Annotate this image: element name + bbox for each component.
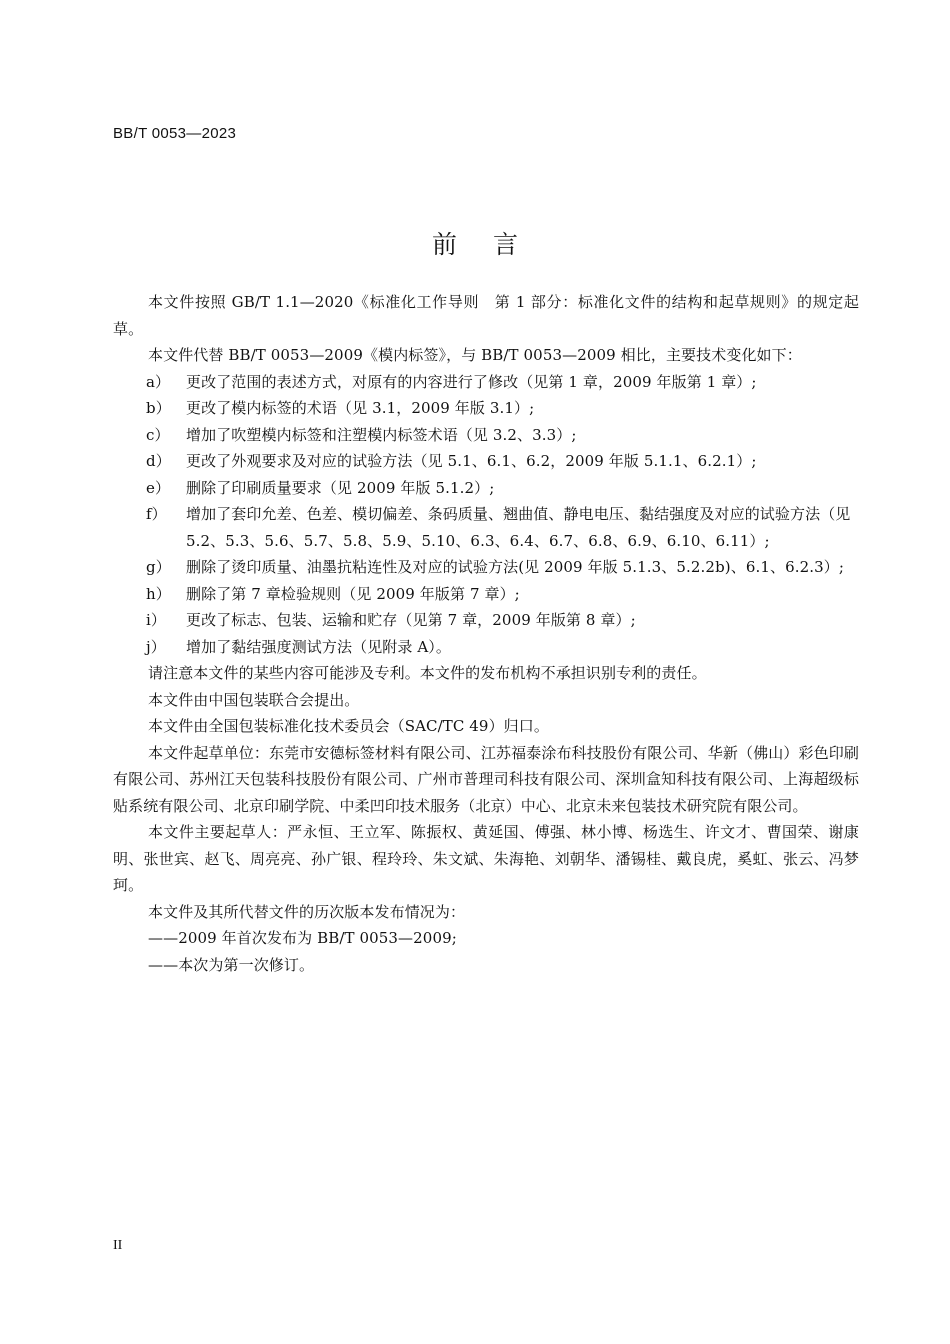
list-marker: h） [146, 584, 171, 603]
history-item: ——2009 年首次发布为 BB/T 0053—2009; [148, 929, 457, 947]
list-marker: g） [146, 558, 171, 576]
list-item [113, 422, 859, 449]
list-item [113, 634, 859, 661]
list-marker: i） [146, 611, 166, 629]
list-item-text: 增加了黏结强度测试方法（见附录 A）。 [186, 637, 452, 656]
proposer-paragraph: 本文件由中国包装联合会提出。 [148, 690, 360, 709]
list-item-text: 更改了范围的表述方式，对原有的内容进行了修改（见第 1 章，2009 年版第 1 章）; [186, 372, 757, 391]
list-item [113, 501, 859, 554]
history-item: ——本次为第一次修订。 [148, 955, 315, 974]
standard-code-header: BB/T 0053—2023 [113, 125, 237, 142]
changes-list [113, 369, 859, 661]
centralized-by-paragraph: 本文件由全国包装标准化技术委员会（SAC/TC 49）归口。 [148, 717, 549, 735]
list-item-text: 增加了吹塑模内标签和注塑模内标签术语（见 3.2、3.3）; [186, 425, 577, 444]
list-item-text: 增加了套印允差、色差、模切偏差、条码质量、翘曲值、静电电压、黏结强度及对应的试验方法（见 5.2、5.3、5.6、5.7、5.8、5.9、5.10、6.3、6.4、6.7、6.8、6.9、6.10、6.11）; [186, 505, 851, 550]
intro-paragraph: 本文件按照 GB/T 1.1—2020《标准化工作导则 第 1 部分：标准化文件的结构和起草规则》的规定起草。 [113, 293, 859, 338]
list-item [113, 607, 859, 634]
page-title: 前言 [431, 229, 554, 259]
list-item-text: 更改了模内标签的术语（见 3.1，2009 年版 3.1）; [186, 399, 535, 417]
patent-notice: 请注意本文件的某些内容可能涉及专利。本文件的发布机构不承担识别专利的责任。 [148, 664, 707, 682]
list-marker: c） [146, 425, 170, 444]
list-item-text: 删除了烫印质量、油墨抗粘连性及对应的试验方法(见 2009 年版 5.1.3、5.2.2b)、6.1、6.2.3）; [186, 558, 844, 576]
list-marker: d） [146, 452, 171, 470]
intro-paragraph: 本文件代替 BB/T 0053—2009《模内标签》，与 BB/T 0053—2009 相比，主要技术变化如下： [148, 346, 802, 364]
list-marker: e） [146, 478, 171, 497]
page-number: II [113, 1238, 123, 1253]
foreword-body [113, 289, 859, 978]
list-marker: f） [146, 505, 167, 523]
list-item [113, 369, 859, 396]
list-item [113, 581, 859, 608]
list-item-text: 删除了印刷质量要求（见 2009 年版 5.1.2）; [186, 478, 495, 497]
list-item-text: 更改了外观要求及对应的试验方法（见 5.1、6.1、6.2，2009 年版 5.1.1、6.2.1）; [186, 452, 757, 470]
list-item [113, 554, 859, 581]
drafters-paragraph: 本文件主要起草人：严永恒、王立军、陈振权、黄延国、傅强、林小博、杨选生、许文才、曹国荣、谢康明、张世宾、赵飞、周亮亮、孙广银、程玲玲、朱文斌、朱海艳、刘朝华、潘锡桂、戴良虎，奚虹、张云、冯梦珂。 [113, 823, 859, 894]
list-item-text: 删除了第 7 章检验规则（见 2009 年版第 7 章）; [186, 584, 520, 603]
list-item [113, 448, 859, 475]
drafting-units-paragraph: 本文件起草单位：东莞市安德标签材料有限公司、江苏福泰涂布科技股份有限公司、华新（佛山）彩色印刷有限公司、苏州江天包装科技股份有限公司、广州市普理司科技有限公司、深圳盒知科技有限公司、上海超级标贴系统有限公司、北京印刷学院、中柔凹印技术服务（北京）中心、北京未来包装技术研究院有限公司。 [113, 743, 859, 815]
list-marker: j） [146, 637, 166, 656]
list-item-text: 更改了标志、包装、运输和贮存（见第 7 章，2009 年版第 8 章）; [186, 611, 636, 629]
list-marker: b） [146, 399, 171, 417]
history-intro: 本文件及其所代替文件的历次版本发布情况为： [148, 902, 466, 921]
list-marker: a） [146, 372, 171, 391]
list-item [113, 395, 859, 422]
list-item [113, 475, 859, 502]
